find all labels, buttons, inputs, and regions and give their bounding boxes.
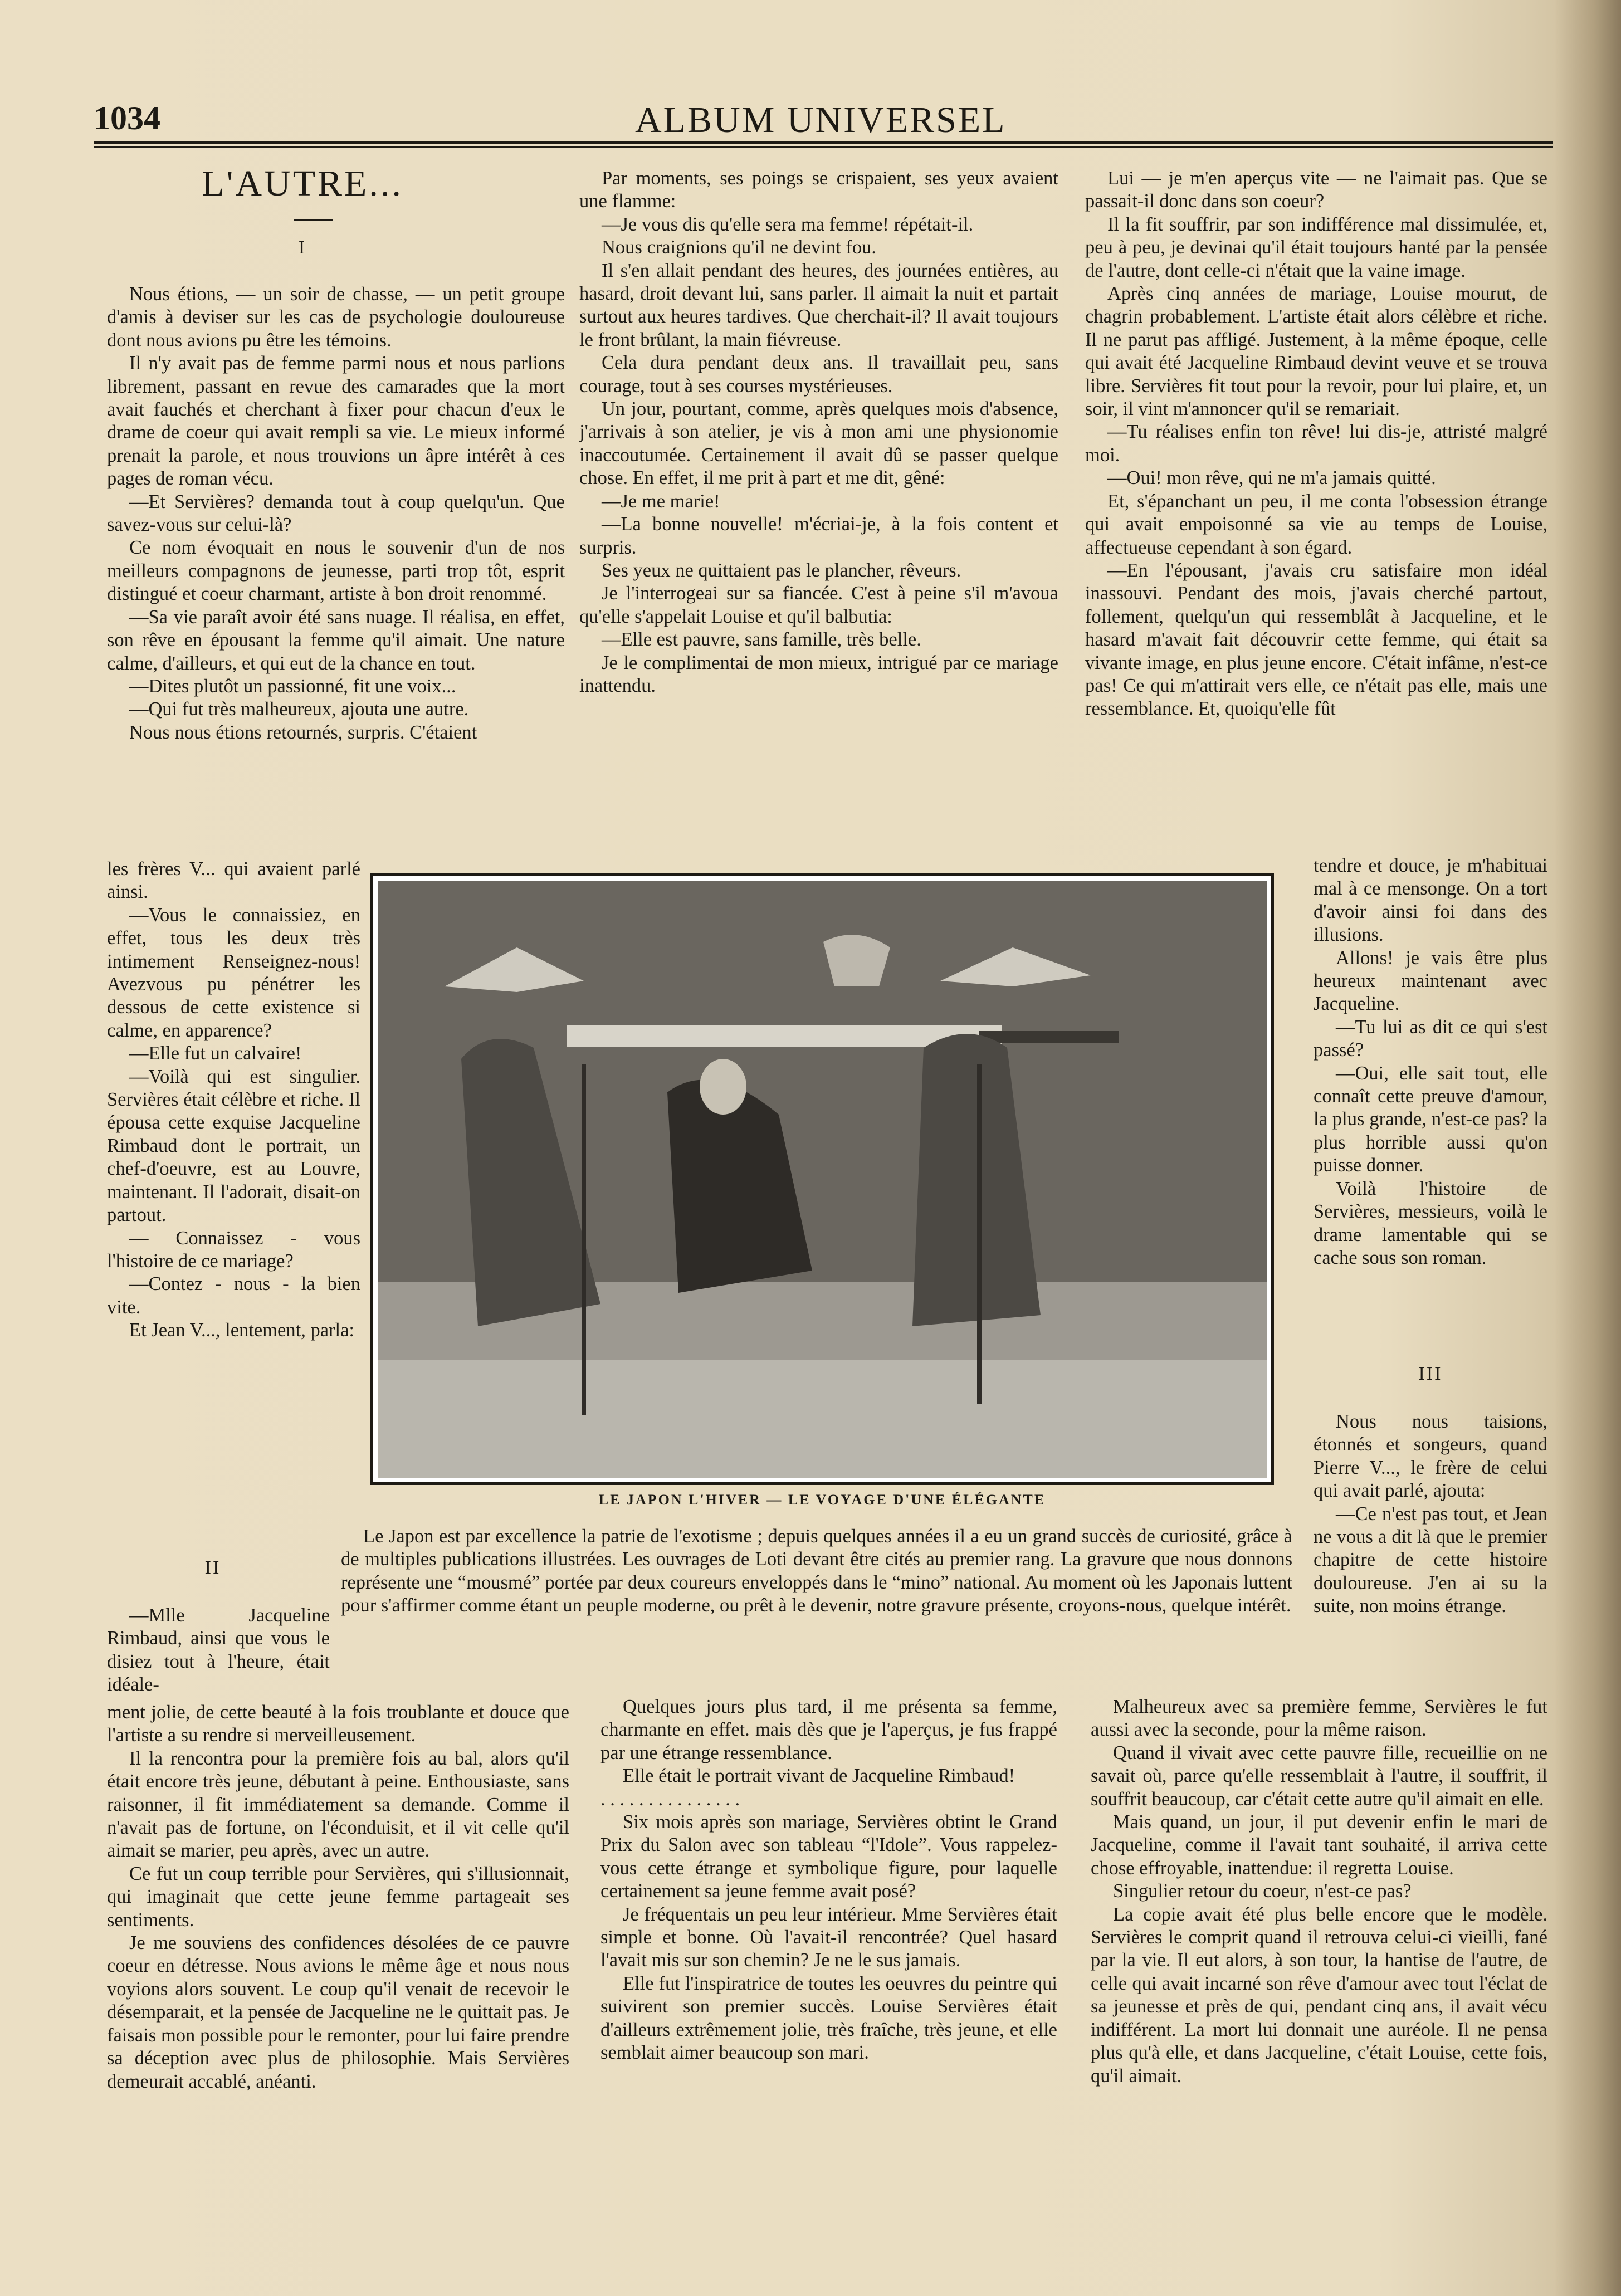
paragraph: Il la fit souffrir, par son indifférence mal dissimulée, et, peu à peu, je devinai qu'il était toujours hanté par la pensée de l'autre, dont celle-ci n'était que la vaine image. xyxy=(1085,213,1547,281)
paragraph: Six mois après son mariage, Servières obtint le Grand Prix du Salon avec son tableau “l'Idole”. Vous rappelez-vous cette étrange et symbolique figure, pour laquelle certainement sa jeune femme avait posé? xyxy=(600,1811,1057,1902)
paragraph: —Ce n'est pas tout, et Jean ne vous a dit là que le premier chapitre de cette histoire douloureuse. J'en ai su la suite, non moins étrange. xyxy=(1314,1503,1547,1617)
column-b-lower xyxy=(600,1696,1057,2065)
column-c-narrow xyxy=(1314,854,1547,1269)
paragraph: Ses yeux ne quittaient pas le plancher, rêveurs. xyxy=(602,559,961,581)
paragraph: —Elle fut un calvaire! xyxy=(129,1043,302,1064)
paragraph: Singulier retour du coeur, n'est-ce pas? xyxy=(1113,1880,1412,1902)
paragraph: —Oui, elle sait tout, elle connaît cette preuve d'amour, la plus grande, n'est-ce pas? la plus horrible aussi qu'on puisse donner. xyxy=(1314,1062,1547,1176)
paragraph: —Vous le connaissiez, en effet, tous les deux très intimement Renseignez-nous! Avezvous pu pénétrer les dessous de cette existence si calme, en apparence? xyxy=(107,904,360,1041)
caption-text xyxy=(341,1525,1292,1618)
paragraph: Allons! je vais être plus heureux maintenant avec Jacqueline. xyxy=(1314,947,1547,1015)
paragraph: Le Japon est par excellence la patrie de l'exotisme ; depuis quelques années il a eu un grand succès de curiosité, grâce à de multiples publications illustrées. Les ouvrages de Loti devant être cités au premier rang. La gravure que nous donnons représente une “mousmé” portée par deux coureurs enveloppés dans le “mino” national. Au moment où les Japonais luttent pour s'affirmer comme étant un peuple moderne, ou prêt à le devenir, notre gravure présente, croyons-nous, quelque intérêt. xyxy=(341,1526,1292,1616)
paragraph: Nous nous taisions, étonnés et songeurs, quand Pierre V..., le frère de celui qui avait parlé, ajouta: xyxy=(1314,1411,1547,1502)
column-c-lower xyxy=(1091,1696,1547,2088)
column-c-upper xyxy=(1085,167,1547,721)
page-edge-shadow xyxy=(1554,0,1621,2296)
photograph-japan-palanquin xyxy=(370,873,1274,1485)
paragraph: —Et Servières? demanda tout à coup quelqu'un. Que savez-vous sur celui-là? xyxy=(107,491,565,536)
paragraph: — Connaissez - vous l'histoire de ce mariage? xyxy=(107,1227,360,1272)
paragraph: —Oui! mon rêve, qui ne m'a jamais quitté. xyxy=(1107,467,1436,489)
paragraph: Ce nom évoquait en nous le souvenir d'un de nos meilleurs compagnons de jeunesse, parti trop tôt, esprit distingué et coeur charmant, artiste à bon droit renommé. xyxy=(107,537,565,605)
paragraph: Quand il vivait avec cette pauvre fille, recueillie on ne savait où, parce qu'elle ressemblait à l'autre, il souffrit, il souffrit beaucoup, car c'était cette autre qu'il aimait en elle. xyxy=(1091,1742,1547,1810)
column-a-lower xyxy=(107,1701,569,2093)
paragraph: Lui — je m'en aperçus vite — ne l'aimait pas. Que se passait-il donc dans son coeur? xyxy=(1085,168,1547,212)
paragraph: —Qui fut très malheureux, ajouta une autre. xyxy=(129,698,469,720)
paragraph: Elle était le portrait vivant de Jacqueline Rimbaud! xyxy=(623,1765,1015,1787)
publication-title: ALBUM UNIVERSEL xyxy=(635,100,1007,140)
paragraph: Quelques jours plus tard, il me présenta sa femme, charmante en effet. mais dès que je l'aperçus, je fus frappé par une étrange ressemblance. xyxy=(600,1696,1057,1763)
paragraph: La copie avait été plus belle encore que le modèle. Servières le comprit quand il retrouva celui-ci vieilli, fané par la vie. Il eut alors, à son tour, la hantise de l'autre, de celle qui avait incarné son rêve d'amour avec tout l'éclat de sa jeunesse et près de qui, pendant cinq ans, il avait vécu indifférent. La mort lui donnait une auréole. Il ne pensa plus qu'à elle, et dans Jacqueline, c'était Louise, cette fois, qu'il aimait. xyxy=(1091,1903,1547,2087)
section-heading-1: I xyxy=(298,237,307,258)
paragraph: —La bonne nouvelle! m'écriai-je, à la fois content et surpris. xyxy=(579,514,1058,558)
paragraph: Je l'interrogeai sur sa fiancée. C'est à peine s'il m'avoua qu'elle s'appelait Louise et qu'il balbutia: xyxy=(579,583,1058,627)
paragraph: Par moments, ses poings se crispaient, ses yeux avaient une flamme: xyxy=(579,168,1058,212)
column-a-section2-start xyxy=(107,1604,330,1697)
paragraph: —Contez - nous - la bien vite. xyxy=(107,1273,360,1318)
paragraph: —Mlle Jacqueline Rimbaud, ainsi que vous le disiez tout à l'heure, était idéale- xyxy=(107,1605,330,1696)
paragraph: Voilà l'histoire de Servières, messieurs, voilà le drame lamentable qui se cache sous son roman. xyxy=(1314,1178,1547,1268)
paragraph: Il la rencontra pour la première fois au bal, alors qu'il était encore très jeune, débutant à peine. Enthousiaste, sans raisonner, il fit immédiatement sa demande. Comme il n'avait pas de fortune, on l'éconduisit, et il vit celle qu'il aimait se marier, peu après, avec un autre. xyxy=(107,1747,569,1862)
paragraph: —En l'épousant, j'avais cru satisfaire mon idéal inassouvi. Pendant des mois, j'avais cherché partout, follement, quelqu'un qui ressemblât à Jacqueline, et le hasard m'avait fait découvrir cette femme, qui était sa vivante image, en plus jeune encore. C'était infâme, n'est-ce pas! Ce qui m'attirait vers elle, ce n'était pas elle, mais une ressemblance. Et, quoiqu'elle fût xyxy=(1085,559,1547,720)
paragraph: Je le complimentai de mon mieux, intrigué par ce mariage inattendu. xyxy=(579,652,1058,696)
paragraph: Il n'y avait pas de femme parmi nous et nous parlions librement, passant en revue des camarades que la mort avait fauchés et cherchant à fixer pour chacun d'eux le drame de coeur qui avait rempli sa vie. Le mieux informé prenait la parole, et nous trouvions un âpre intérêt à ces pages de roman vécu. xyxy=(107,353,565,490)
paragraph: Nous nous étions retournés, surpris. C'étaient xyxy=(129,721,477,743)
paragraph: ment jolie, de cette beauté à la fois troublante et douce que l'artiste a su rendre si merveilleusement. xyxy=(107,1702,569,1746)
paragraph: Et, s'épanchant un peu, il me conta l'obsession étrange qui avait empoisonné sa vie au temps de Louise, affectueuse cependant à son égard. xyxy=(1085,490,1547,558)
paragraph: Mais quand, un jour, il put devenir enfin le mari de Jacqueline, comme il l'avait tant souhaité, il arriva cette chose effroyable, inattendue: il regretta Louise. xyxy=(1091,1811,1547,1879)
column-c-section3 xyxy=(1314,1410,1547,1618)
column-a-upper xyxy=(107,283,565,744)
paragraph: Elle fut l'inspiratrice de toutes les oeuvres du peintre qui suivirent son premier succès. Louise Servières était d'ailleurs extrêmement jolie, très fraîche, très jeune, et elle semblait aimer beaucoup son mari. xyxy=(600,1972,1057,2064)
paragraph: —Je me marie! xyxy=(602,490,720,512)
paragraph: Malheureux avec sa première femme, Servières le fut aussi avec la seconde, pour la même raison. xyxy=(1091,1696,1547,1741)
paragraph: —Voilà qui est singulier. Servières était célèbre et riche. Il épousa cette exquise Jacqueline Rimbaud dont le portrait, un chef-d'oeuvre, est au Louvre, maintenant. Il l'adorait, disait-on partout. xyxy=(107,1066,360,1226)
paragraph: tendre et douce, je m'habituai mal à ce mensonge. On a tort d'avoir ainsi foi dans des illusions. xyxy=(1314,855,1547,946)
paragraph: —Dites plutôt un passionné, fit une voix... xyxy=(129,675,456,697)
paragraph: Je me souviens des confidences désolées de ce pauvre coeur en détresse. Nous avions le même âge et nous nous voyions alors souvent. Le coup qu'il venait de recevoir le désemparait, et la pensée de Jacqueline ne le quittait pas. Je faisais mon possible pour le remonter, pour lui faire prendre sa déception avec plus de philosophie. Mais Servières demeurait accablé, anéanti. xyxy=(107,1932,569,2092)
paragraph: Je fréquentais un peu leur intérieur. Mme Servières était simple et bonne. Où l'avait-il rencontrée? Quel hasard l'avait mis sur son chemin? Je ne le sus jamais. xyxy=(600,1903,1057,1971)
section-heading-3: III xyxy=(1418,1364,1443,1384)
title-divider xyxy=(294,219,333,221)
page-number: 1034 xyxy=(94,100,160,136)
paragraph: —Sa vie paraît avoir été sans nuage. Il réalisa, en effet, son rêve en épousant la femme qu'il aimait. Une nature calme, d'ailleurs, et qui eut de la chance en tout. xyxy=(107,606,565,674)
column-b-upper xyxy=(579,167,1058,697)
paragraph: Nous craignions qu'il ne devint fou. xyxy=(602,237,876,258)
paragraph: Il s'en allait pendant des heures, des journées entières, au hasard, droit devant lui, sans parler. Il aimait la nuit et partait surtout aux heures tardives. Que cherchait-il? Il avait toujours le front brûlant, la main fiévreuse. xyxy=(579,260,1058,350)
paragraph: . . . . . . . . . . . . . . . xyxy=(600,1788,740,1810)
header-rule-thin xyxy=(94,146,1553,148)
article-title: L'AUTRE... xyxy=(202,163,403,204)
paragraph: Et Jean V..., lentement, parla: xyxy=(129,1320,354,1341)
paragraph: Un jour, pourtant, comme, après quelques mois d'absence, j'arrivais à son atelier, je vis à mon ami une physionomie inaccoutumée. Certainement il avait dû se passer quelque chose. En effet, il me prit à part et me dit, gêné: xyxy=(579,398,1058,489)
paragraph: Nous étions, — un soir de chasse, — un petit groupe d'amis à deviser sur les cas de psychologie douloureuse dont nous avions pu être les témoins. xyxy=(107,284,565,351)
engraving-illustration xyxy=(378,881,1267,1478)
paragraph: —Tu réalises enfin ton rêve! lui dis-je, attristé malgré moi. xyxy=(1085,421,1547,466)
paragraph: Après cinq années de mariage, Louise mourut, de chagrin probablement. L'artiste était alors célèbre et riche. Il ne parut pas affligé. Justement, à la même époque, celle qui avait été Jacqueline Rimbaud devint veuve et se trouva libre. Servières fit tout pour la revoir, pour lui plaire, et, un soir, il vint m'annoncer qu'il se remariait. xyxy=(1085,283,1547,420)
column-a-narrow xyxy=(107,858,360,1342)
paragraph: —Elle est pauvre, sans famille, très belle. xyxy=(602,629,921,651)
header-rule xyxy=(94,141,1553,144)
paragraph: Ce fut un coup terrible pour Servières, qui s'illusionnait, qui imaginait que cette jeune femme partageait ses sentiments. xyxy=(107,1863,569,1931)
paragraph: —Je vous dis qu'elle sera ma femme! répétait-il. xyxy=(602,213,974,235)
paragraph: les frères V... qui avaient parlé ainsi. xyxy=(107,858,360,903)
paragraph: Cela dura pendant deux ans. Il travaillait peu, sans courage, tout à ses courses mystérieuses. xyxy=(579,352,1058,397)
photo-caption: LE JAPON L'HIVER — LE VOYAGE D'UNE ÉLÉGANTE xyxy=(598,1492,1046,1508)
paragraph: —Tu lui as dit ce qui s'est passé? xyxy=(1314,1016,1547,1061)
section-heading-2: II xyxy=(204,1557,221,1578)
